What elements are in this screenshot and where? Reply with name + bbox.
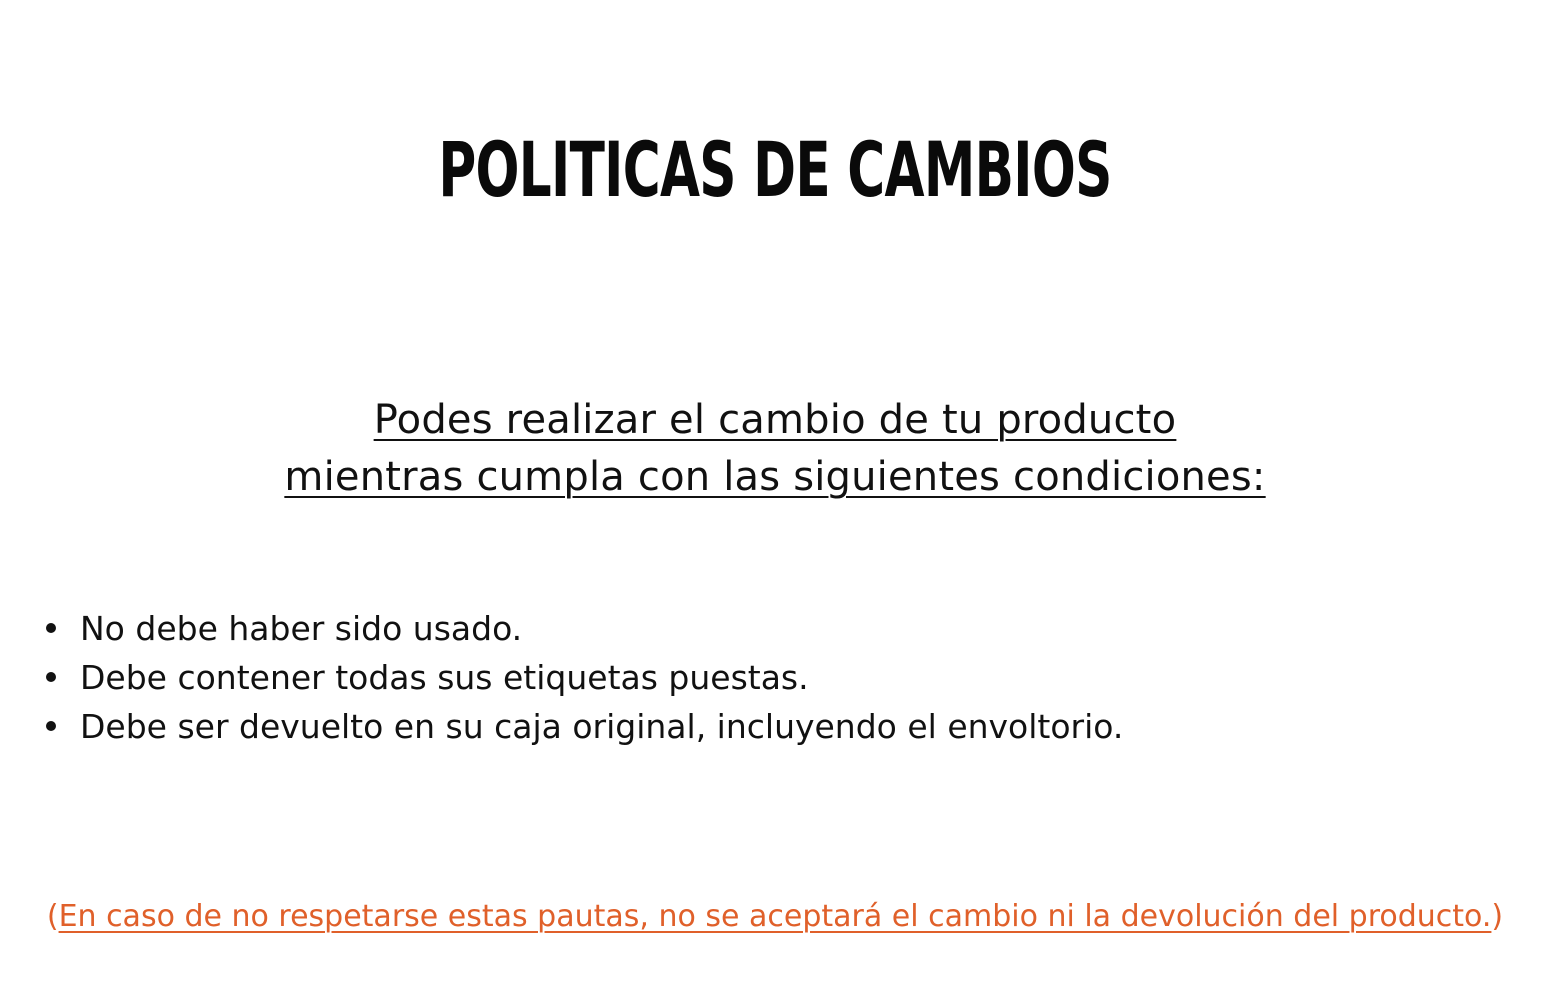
intro-text <box>0 392 1550 506</box>
condition-text: No debe haber sido usado. <box>80 609 523 648</box>
list-item <box>80 702 1123 751</box>
notice-close-paren: ) <box>1491 899 1504 934</box>
policy-notice <box>0 896 1550 938</box>
intro-line-2: mientras cumpla con las siguientes condiciones: <box>284 454 1266 500</box>
bullet-icon <box>46 623 56 633</box>
condition-text: Debe contener todas sus etiquetas puestas. <box>80 658 809 697</box>
notice-text: En caso de no respetarse estas pautas, no se aceptará el cambio ni la devolución del producto. <box>58 899 1492 934</box>
list-item <box>80 604 1123 653</box>
bullet-icon <box>46 672 56 682</box>
notice-open-paren: ( <box>46 899 59 934</box>
bullet-icon <box>46 721 56 731</box>
intro-line-1: Podes realizar el cambio de tu producto <box>373 397 1177 443</box>
conditions-list <box>48 604 1123 751</box>
page-title: POLITICAS DE CAMBIOS <box>438 125 1112 214</box>
condition-text: Debe ser devuelto en su caja original, incluyendo el envoltorio. <box>80 707 1124 746</box>
list-item <box>80 653 1123 702</box>
